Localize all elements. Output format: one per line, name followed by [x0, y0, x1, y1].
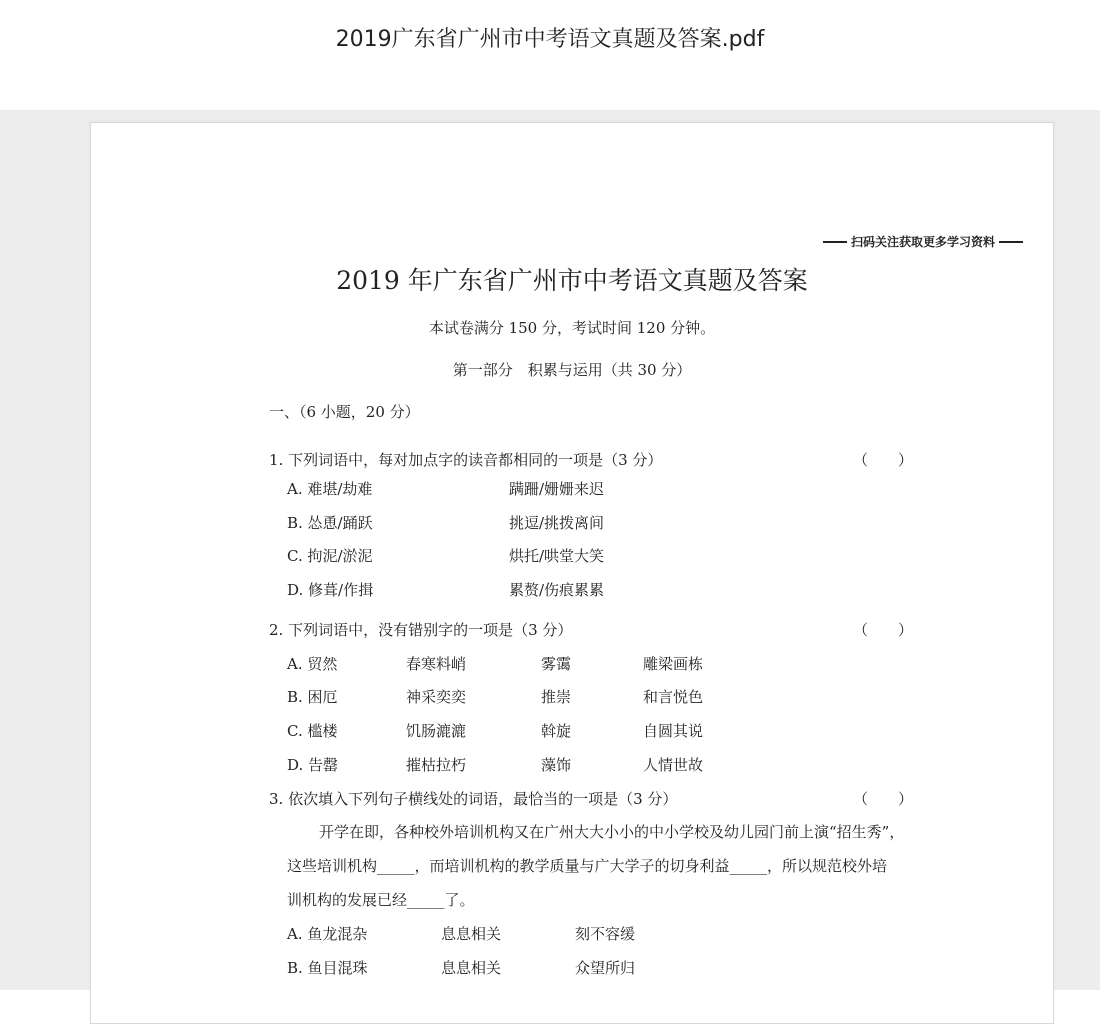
- q2-a-3: 雾霭: [541, 655, 572, 673]
- section-heading: 一、（6 小题，20 分）: [269, 403, 420, 421]
- q1-option-c-right: 烘托/哄堂大笑: [509, 547, 605, 565]
- q2-c-3: 斡旋: [541, 722, 572, 740]
- q3-passage-line-3: 训机构的发展已经_____了。: [287, 891, 475, 909]
- q1-answer-blank: （ ）: [853, 451, 914, 469]
- q1-option-a-left: [287, 478, 372, 499]
- exam-subtitle: 本试卷满分 150 分，考试时间 120 分钟。: [428, 319, 716, 337]
- q3-b-3: 众望所归: [575, 959, 636, 977]
- banner-text: 扫码关注获取更多学习资料: [850, 235, 995, 249]
- q2-answer-blank: （ ）: [853, 621, 914, 639]
- q1-option-b-right: 挑逗/挑拨离间: [509, 514, 605, 532]
- q1-option-b-left: B. 怂恿/踊跃: [287, 514, 373, 532]
- q1-option-d-left: D. 修葺/作揖: [287, 581, 374, 599]
- viewer-header: [0, 0, 1100, 110]
- q2-stem: 2. 下列词语中，没有错别字的一项是（3 分）: [269, 621, 573, 639]
- q2-a-2: 春寒料峭: [406, 655, 467, 673]
- q3-b-1: B. 鱼目混珠: [287, 959, 368, 977]
- q3-b-2: 息息相关: [441, 959, 502, 977]
- page-banner: [819, 233, 1027, 250]
- q2-c-2: 饥肠漉漉: [406, 722, 467, 740]
- q1-option-a-right: 蹒跚/姗姗来迟: [509, 480, 605, 498]
- q2-d-2: 摧枯拉朽: [406, 756, 467, 774]
- q2-c-1: C. 槛楼: [287, 722, 338, 740]
- banner-rule-left: [823, 241, 847, 243]
- q1-a-label: A. 难堪/劫难: [287, 480, 373, 498]
- q3-a-2: 息息相关: [441, 925, 502, 943]
- q1-option-d-right: 累赘/伤痕累累: [509, 581, 605, 599]
- part-heading: 第一部分 积累与运用（共 30 分）: [452, 361, 692, 379]
- banner-rule-right: [999, 241, 1023, 243]
- q3-stem: 3. 依次填入下列句子横线处的词语，最恰当的一项是（3 分）: [269, 790, 678, 808]
- pdf-viewer-area[interactable]: [0, 110, 1100, 990]
- q2-b-1: B. 困厄: [287, 688, 338, 706]
- q1-stem: 1. 下列词语中，每对加点字的读音都相同的一项是（3 分）: [269, 451, 663, 469]
- q3-passage-line-1: 开学在即，各种校外培训机构又在广州大大小小的中小学校及幼儿园门前上演“招生秀”，: [319, 823, 905, 841]
- q2-a-4: 雕梁画栋: [643, 655, 704, 673]
- q3-a-3: 刻不容缓: [575, 925, 636, 943]
- q2-b-2: 神采奕奕: [406, 688, 467, 706]
- q2-b-3: 推崇: [541, 688, 572, 706]
- q1-option-c-left: C. 拘泥/淤泥: [287, 547, 373, 565]
- q3-answer-blank: （ ）: [853, 790, 914, 808]
- pdf-page: [90, 122, 1054, 1024]
- q2-d-1: D. 告罄: [287, 756, 339, 774]
- q3-passage-line-2: 这些培训机构_____，而培训机构的教学质量与广大学子的切身利益_____，所以规范校外培: [287, 857, 888, 875]
- q2-d-3: 藻饰: [541, 756, 572, 774]
- exam-title: 2019 年广东省广州市中考语文真题及答案: [336, 266, 808, 295]
- q2-a-1: A. 贸然: [287, 655, 338, 673]
- q3-a-1: A. 鱼龙混杂: [287, 925, 368, 943]
- q2-b-4: 和言悦色: [643, 688, 704, 706]
- q2-c-4: 自圆其说: [643, 722, 704, 740]
- q2-d-4: 人情世故: [643, 756, 704, 774]
- document-filename: 2019广东省广州市中考语文真题及答案.pdf: [335, 27, 765, 52]
